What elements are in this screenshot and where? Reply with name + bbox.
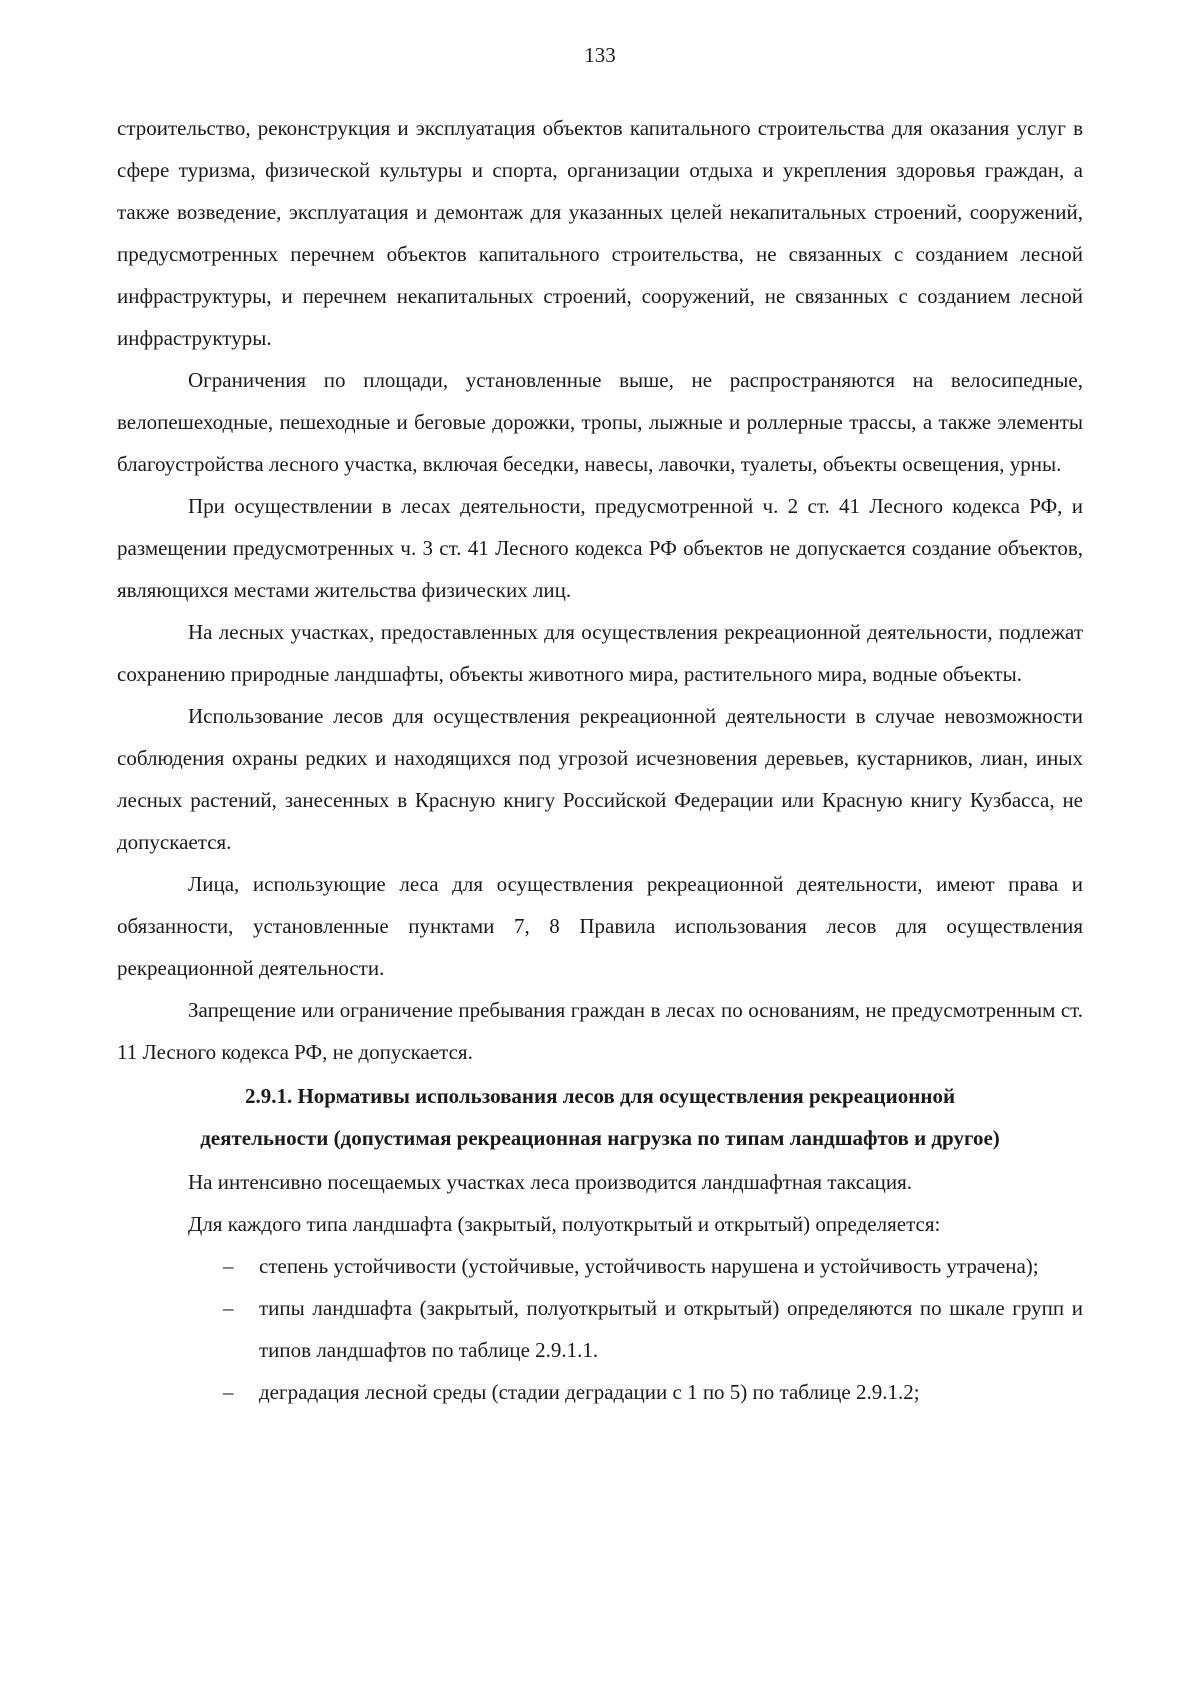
paragraph-area-restrictions: Ограничения по площади, установленные выше, не распространяются на велосипедные, велопешеходные, пешеходные и беговые дорожки, тропы, лыжные и роллерные трассы, а также элементы благоустройства лесного участка, включая беседки, навесы, лавочки, туалеты, объекты освещения, урны. [117,368,1083,476]
list-dash: – [223,1380,234,1404]
section-heading-line-1: 2.9.1. Нормативы использования лесов для осуществления рекреационной [244,1084,956,1108]
paragraph-residence-prohibition: При осуществлении в лесах деятельности, предусмотренной ч. 2 ст. 41 Лесного кодекса РФ, и размещении предусмотренных ч. 3 ст. 41 Лесного кодекса РФ объектов не допускается создание объектов, являющихся местами жительства физических лиц. [117,494,1083,602]
list-item-text: степень устойчивости (устойчивые, устойчивость нарушена и устойчивость утрачена); [259,1254,1039,1278]
list-item [223,1371,1083,1413]
list-item-text: деградация лесной среды (стадии деградации с 1 по 5) по таблице 2.9.1.2; [259,1380,920,1404]
list-item-text: типы ландшафта (закрытый, полуоткрытый и открытый) определяются по шкале групп и типов ландшафтов по таблице 2.9.1.1. [259,1296,1083,1362]
paragraph-access-restriction: Запрещение или ограничение пребывания граждан в лесах по основаниям, не предусмотренным ст. 11 Лесного кодекса РФ, не допускается. [117,998,1083,1064]
paragraph-landscape-types: Для каждого типа ландшафта (закрытый, полуоткрытый и открытый) определяется: [188,1212,941,1236]
paragraph-rights-duties: Лица, использующие леса для осуществления рекреационной деятельности, имеют права и обязанности, установленные пунктами 7, 8 Правила использования лесов для осуществления рекреационной деятельности. [117,872,1083,980]
paragraph-red-book: Использование лесов для осуществления рекреационной деятельности в случае невозможности соблюдения охраны редких и находящихся под угрозой исчезновения деревьев, кустарников, лиан, иных лесных растений, занесенных в Красную книгу Российской Федерации или Красную книгу Кузбасса, не допускается. [117,704,1083,854]
page-number: 133 [584,43,616,67]
list-dash: – [223,1254,234,1278]
list-item [223,1287,1083,1371]
page-body [117,107,1083,1413]
section-heading [117,1073,1083,1161]
list-item [223,1245,1083,1287]
paragraph-continuation: строительство, реконструкция и эксплуатация объектов капитального строительства для оказания услуг в сфере туризма, физической культуры и спорта, организации отдыха и укрепления здоровья граждан, а также возведение, эксплуатация и демонтаж для указанных целей некапитальных строений, сооружений, предусмотренных перечнем объектов капитального строительства, не связанных с созданием лесной инфраструктуры, и перечнем некапитальных строений, сооружений, не связанных с созданием лесной инфраструктуры. [117,116,1083,350]
list-dash: – [223,1296,234,1320]
paragraph-landscape-preservation: На лесных участках, предоставленных для осуществления рекреационной деятельности, подлежат сохранению природные ландшафты, объекты животного мира, растительного мира, водные объекты. [117,620,1083,686]
paragraph-landscape-taxation: На интенсивно посещаемых участках леса производится ландшафтная таксация. [188,1170,913,1194]
section-heading-line-2: деятельности (допустимая рекреационная нагрузка по типам ландшафтов и другое) [200,1126,1000,1150]
criteria-list [117,1245,1083,1413]
